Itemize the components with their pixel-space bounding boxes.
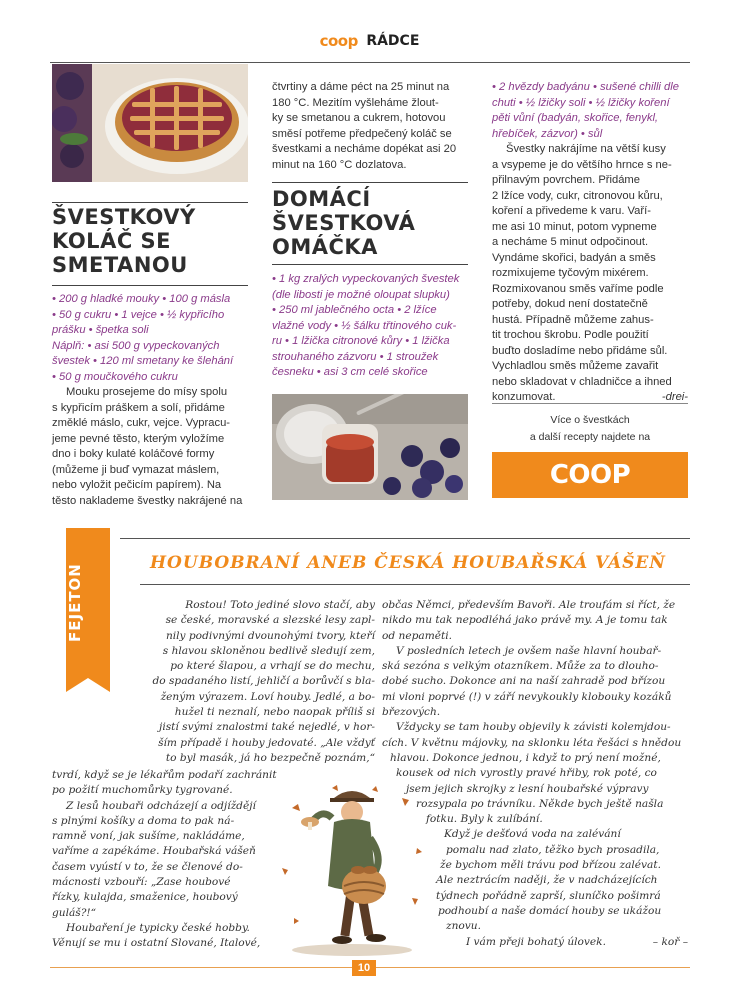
ingredient-line: • 50 g cukru • 1 vejce • ½ kypřicího [52, 308, 225, 321]
recipe1-divider [52, 202, 248, 203]
fejeton-line: do spadaného listí, jehličí a borůvčí s bla- [152, 675, 375, 688]
method-line: s kypřicím práškem a solí, přidáme [52, 401, 225, 414]
method-line: Vychladlou směs můžeme zavařit [492, 360, 659, 372]
method-line: nebo vyložit pečicím papírem). Na [52, 479, 222, 491]
section-title: RÁDCE [366, 33, 420, 49]
fejeton-ribbon-tip [66, 678, 110, 692]
fejeton-line: že bychom měli trávu pod břízou zalévat. [440, 859, 661, 872]
method-line: potřeby, dokud není dostatečně [492, 298, 648, 310]
fejeton-closing: I vám přeji bohatý úlovek. [466, 935, 606, 948]
fejeton-line: po které šlapou, a vrhají se do mechu, [170, 660, 375, 673]
method-line: přilnavým povrchem. Přidáme [492, 174, 640, 186]
recipe1-method [52, 385, 252, 509]
fejeton-line: to byl masák, já ho bezpečně poznám,“ [165, 751, 375, 764]
method-line: Vyndáme skořici, badyán a směs [492, 251, 656, 264]
fejeton-line: Z lesů houbaři odcházejí a odjíždějí [66, 799, 256, 812]
recipe2-ingredients [272, 272, 474, 381]
fejeton-line: fotku. Byly k zulíbání. [426, 813, 543, 826]
method-line: koření a přivedeme k varu. Vaří- [492, 205, 651, 217]
ingredient-line: hřebíček, zázvor) • sůl [492, 127, 603, 140]
ingredient-line: • 1 kg zralých vypeckovaných švestek [272, 273, 460, 285]
fejeton-line: podhoubí a naše domácí houby se ukážou [438, 904, 662, 917]
fejeton-line: Vždycky se tam houby objevily k závisti kolemjdou- [396, 721, 671, 734]
ingredient-line: ru • 1 lžička citronové kůry • 1 lžička [272, 335, 450, 347]
ingredient-line: švestek • 120 ml smetany ke šlehání [52, 355, 234, 367]
promo-text [492, 412, 688, 446]
fejeton-line: občas Němci, především Bavoři. Ale troufám si říct, že [382, 599, 676, 611]
fejeton-line: V posledních letech je ovšem naše hlavní houbař- [396, 644, 662, 657]
fejeton-line: hužel ti neznalí, nebo naopak příliš si [174, 706, 375, 719]
method-line: a necháme 5 minut odpočinout. [492, 236, 649, 248]
method-line: ky se smetanou a cukrem, hotovou [272, 112, 446, 124]
fejeton-title-underline [140, 584, 690, 585]
fejeton-line: nily podivnými dvounohými tvory, kteří [165, 629, 375, 642]
fejeton-line: cích. V květnu májovky, na sklonku léta řešáci s hnědou [382, 736, 682, 749]
ingredient-line: • 50 g moučkového cukru [52, 370, 178, 383]
page-number: 10 [352, 960, 376, 976]
fejeton-line: ramně voní, jak sušíme, nakládáme, [52, 830, 245, 843]
recipe1-title-divider [52, 285, 248, 286]
ingredient-line: • 250 ml jablečného octa • 2 lžíce [272, 304, 437, 316]
fejeton-col1-top [125, 598, 375, 766]
method-line: (můžeme ji buď vymazat máslem, [52, 463, 220, 476]
recipe2-title [272, 187, 472, 259]
fejeton-line: časem vyústí v to, že se členové do- [52, 860, 243, 873]
fejeton-line: vaříme a zapékáme. Houbařská vášeň [52, 845, 256, 858]
fejeton-line: březových. [382, 706, 441, 719]
method-line: nebo skladovat v chladničce a ihned [492, 375, 672, 388]
ingredient-line: • 2 hvězdy badyánu • sušené chilli dle [492, 81, 679, 93]
fejeton-line: po požití muchomůrky tygrované. [52, 784, 233, 797]
ingredient-line: strouhaného zázvoru • 1 stroužek [272, 350, 439, 363]
fejeton-author: – koř – [652, 935, 688, 948]
fejeton-line: Houbaření je typicky české hobby. [66, 921, 250, 934]
fejeton-line: znovu. [446, 920, 481, 933]
ingredient-line: (dle libosti je možné oloupat slupku) [272, 288, 450, 301]
method-line: Rozmixovanou směs vaříme podle [492, 282, 664, 295]
fejeton-label: FEJETON [66, 563, 84, 643]
fejeton-line: ženým výrazem. Loví houby. Jedlé, a bo- [160, 690, 375, 703]
method-line: me asi 10 minut, potom vypneme [492, 220, 657, 233]
fejeton-line: jsem jejich skrojky z lesní houbařské výpravy [406, 782, 649, 795]
fejeton-title: HOUBOBRANÍ ANEB ČESKÁ HOUBAŘSKÁ VÁŠEŇ [150, 553, 666, 573]
fejeton-line [382, 935, 694, 950]
ingredient-line: prášku • špetka soli [52, 324, 149, 336]
recipe2-title-line: OMÁČKA [272, 235, 378, 259]
method-line: a vsypeme je do většího hrnce s ne- [492, 158, 672, 171]
method-line: těsto naklademe švestky nakrájené na [52, 494, 243, 507]
page-header [0, 32, 739, 62]
fejeton-line: s hlavou skloněnou bedlivě sledují zem, [162, 644, 375, 657]
ingredient-line: • 200 g hladké mouky • 100 g másla [52, 293, 231, 305]
recipe2-bottom-divider [492, 403, 688, 404]
ingredient-line: Náplň: • asi 500 g vypeckovaných [52, 339, 220, 352]
method-line: minut na 160 °C dozlatova. [272, 158, 407, 171]
ingredient-line: chuti • ½ lžičky soli • ½ lžičky koření [492, 96, 670, 109]
method-line: švestkami a necháme dopékat asi 20 [272, 143, 457, 155]
recipe2-title-divider [272, 264, 468, 265]
header-divider [50, 62, 690, 63]
fejeton-line: od nepaměti. [382, 629, 453, 642]
recipe1-title: ŠVESTKOVÝ KOLÁČ SE SMETANOU [52, 205, 196, 277]
recipe2-ingredients-continued [492, 80, 692, 142]
coop-logo: coop [319, 32, 358, 50]
fejeton-line: jistí svými znalostmi také nejedlé, v hor- [159, 721, 375, 734]
recipe2-top-divider [272, 182, 468, 183]
method-line: tit trochou škrobu. Podle použití [492, 329, 649, 341]
recipe2-method [492, 142, 692, 406]
fejeton-line: ská sezóna s velkým otazníkem. Může za to dlouho- [382, 660, 659, 673]
recipe2-title-line: DOMÁCÍ [272, 187, 371, 211]
method-line: čtvrtiny a dáme péct na 25 minut na [272, 81, 450, 93]
fejeton-line: Rostou! Toto jediné slovo stačí, aby [185, 599, 375, 611]
method-line: hustá. Případně můžeme zahus- [492, 313, 654, 326]
method-line: jeme pevné těsto, kterým vyložíme [52, 432, 225, 445]
fejeton-line: řízky, kulajda, smaženice, houbový [52, 891, 238, 904]
fejeton-line: guláš?!“ [52, 906, 97, 919]
ingredient-line: česneku • asi 3 cm celé skořice [272, 366, 428, 378]
fejeton-line: mácnosti vzbouří: „Zase houbové [52, 876, 231, 889]
plum-cake-photo [52, 64, 248, 182]
fejeton-line: kousek od nich vyrostly pravé hřiby, rok poté, co [396, 767, 657, 780]
method-line: dno i boky kulaté koláčové formy [52, 448, 215, 460]
fejeton-line: se české, moravské a slezské lesy zapl- [165, 614, 375, 627]
method-line: 2 lžíce vody, cukr, citronovou kůru, [492, 189, 663, 202]
promo-line: Více o švestkách [550, 414, 630, 426]
recipe2-title-line: ŠVESTKOVÁ [272, 211, 416, 235]
fejeton-line: s plnými košíky a doma to pak ná- [52, 814, 235, 827]
method-line: 180 °C. Mezitím vyšleháme žlout- [272, 96, 439, 109]
fejeton-line: tvrdí, když se je lékařům podaří zachránit [52, 769, 277, 781]
method-line: směsí potřeme předpečený koláč se [272, 127, 452, 140]
fejeton-line: Ale neztrácím naději, že v nadcházejících [436, 874, 658, 887]
fejeton-line: Když je dešťová voda na zalévání [444, 828, 621, 841]
method-line: změklé máslo, cukr, vejce. Vypracu- [52, 417, 231, 429]
recipe1-method-continued [272, 80, 472, 173]
fejeton-col1-bottom [52, 768, 302, 952]
method-line: rozmixujeme tyčovým mixérem. [492, 267, 649, 279]
fejeton-line: pomalu nad zlato, těžko bych prosadila, [446, 843, 660, 856]
recipe2-author: -drei- [661, 391, 688, 403]
promo-line: a další recepty najdete na [529, 431, 651, 443]
method-line: buďto dosladíme nebo přidáme sůl. [492, 344, 668, 357]
fejeton-line: nikdo mu tak nepodléhá jako právě my. A je tomu tak [382, 614, 668, 627]
fejeton-col2 [382, 598, 694, 950]
method-line: Mouku prosejeme do mísy spolu [66, 386, 228, 398]
ingredient-line: vlažné vody • ½ šálku třtinového cuk- [272, 319, 457, 332]
fejeton-line: ším případě i houby jedovaté. „Ale vždyť [158, 736, 375, 749]
fejeton-line: rozsypala po trávníku. Někde bych ještě našla [416, 797, 664, 810]
plum-sauce-photo [272, 394, 468, 500]
fejeton-line: mi vloni poprvé (!) v září nevykoukly klobouky kozáků [382, 690, 672, 703]
fejeton-line: týdnech pořádně zaprší, sluníčko pošimrá [436, 889, 661, 902]
method-last-line: konzumovat. [492, 391, 556, 403]
fejeton-line: dobé sucho. Dokonce ani na naší zahradě pod břízou [382, 675, 666, 688]
fejeton-line: Věnují se mu i ostatní Slované, Italové, [52, 937, 261, 950]
fejeton-line: hlavou. Dokonce jednou, i když to prý není možné, [390, 751, 661, 764]
coop-club-banner[interactable]: COOP CLUB.CZ [492, 452, 688, 498]
ingredient-line: pěti vůní (badyán, skořice, fenykl, [492, 112, 659, 124]
recipe1-ingredients [52, 292, 252, 385]
fejeton-top-divider [120, 538, 690, 539]
method-line: Švestky nakrájíme na větší kusy [506, 143, 666, 155]
